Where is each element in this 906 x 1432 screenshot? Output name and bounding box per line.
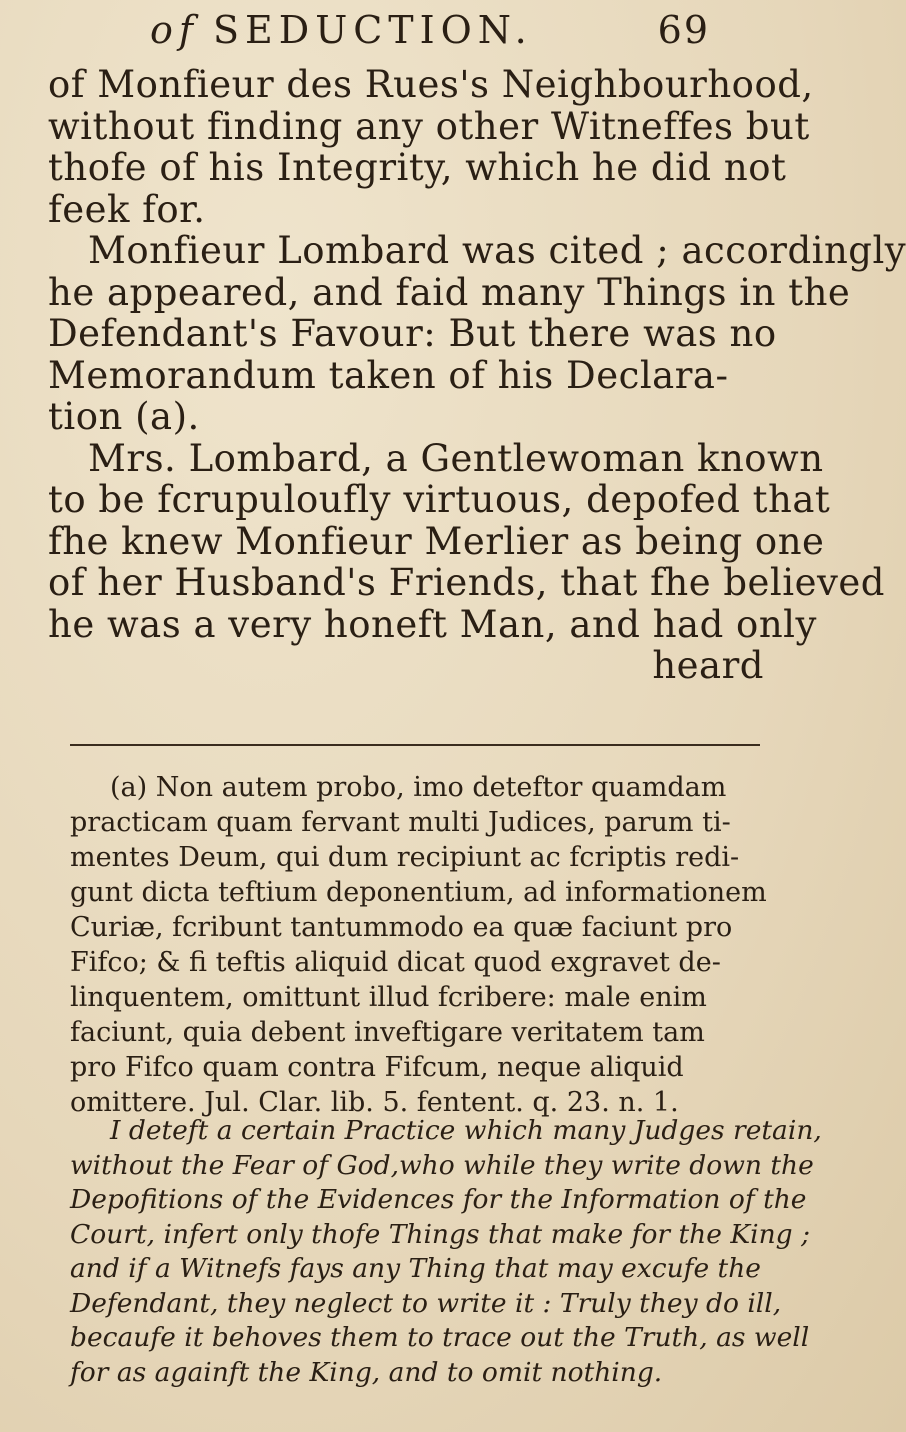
footnote-line: linquentem, omittunt illud fcribere: male enim	[70, 982, 707, 1013]
footnote-line: gunt dicta teftium deponentium, ad informationem	[70, 877, 767, 908]
body-line: of Monfieur des Rues's Neighbourhood,	[48, 63, 814, 106]
translation-line: and if a Witnefs fays any Thing that may excufe the	[70, 1253, 761, 1284]
footnote-line: Curiæ, fcribunt tantummodo ea quæ faciunt pro	[70, 912, 733, 943]
body-line: of her Husband's Friends, that fhe believed	[48, 561, 885, 604]
body-line: he appeared, and faid many Things in the	[48, 270, 851, 314]
translation-line: Court, infert only thofe Things that make for the King ;	[70, 1218, 810, 1250]
body-line: Defendant's Favour: But there was no	[48, 312, 777, 355]
footnote-line: faciunt, quia debent inveftigare veritatem tam	[70, 1017, 705, 1048]
running-head-title: SEDUCTION.	[212, 8, 533, 52]
main-text	[48, 63, 906, 687]
body-line: he was a very honeft Man, and had only	[48, 602, 817, 646]
translation-line: becaufe it behoves them to trace out the Truth, as well	[70, 1322, 810, 1353]
page-number: 69	[657, 8, 710, 52]
footnote-line: Fifco; & fi teftis aliquid dicat quod exgravet de-	[70, 947, 721, 978]
english-translation	[70, 1114, 822, 1390]
translation-line: without the Fear of God,who while they write down the	[70, 1149, 814, 1181]
body-line: fhe knew Monfieur Merlier as being one	[48, 519, 825, 563]
translation-line: Defendant, they neglect to write it : Truly they do ill,	[70, 1287, 782, 1319]
body-line: Memorandum taken of his Declara-	[48, 353, 729, 397]
running-head-prefix: of	[150, 8, 199, 52]
body-line: tion (a).	[48, 395, 200, 438]
footnote-line: pro Fifco quam contra Fifcum, neque aliquid	[70, 1052, 684, 1083]
footnote-line: practicam quam fervant multi Judices, parum ti-	[70, 807, 731, 838]
footnote-rule	[70, 744, 760, 746]
body-line: Monfieur Lombard was cited ; accordingly	[88, 229, 906, 272]
body-line: to be fcrupuloufly virtuous, depofed that	[48, 478, 831, 521]
translation-line: for as againft the King, and to omit nothing.	[70, 1356, 663, 1388]
body-line: thofe of his Integrity, which he did not	[48, 146, 787, 189]
footnote-line: (a) Non autem probo, imo deteftor quamdam	[110, 772, 727, 803]
body-line: feek for.	[48, 187, 206, 231]
running-head	[150, 8, 710, 68]
body-line: Mrs. Lombard, a Gentlewoman known	[88, 436, 824, 480]
latin-footnote	[70, 770, 770, 1120]
translation-line: Depofitions of the Evidences for the Information of the	[70, 1184, 807, 1215]
catchword: heard	[652, 644, 764, 687]
footnote-line: mentes Deum, qui dum recipiunt ac fcriptis redi-	[70, 842, 740, 873]
translation-line: I deteft a certain Practice which many Judges retain,	[110, 1115, 822, 1146]
body-line: without finding any other Witneffes but	[48, 104, 810, 148]
footnote-line: omittere. Jul. Clar. lib. 5. fentent. q. 23. n. 1.	[70, 1087, 679, 1118]
